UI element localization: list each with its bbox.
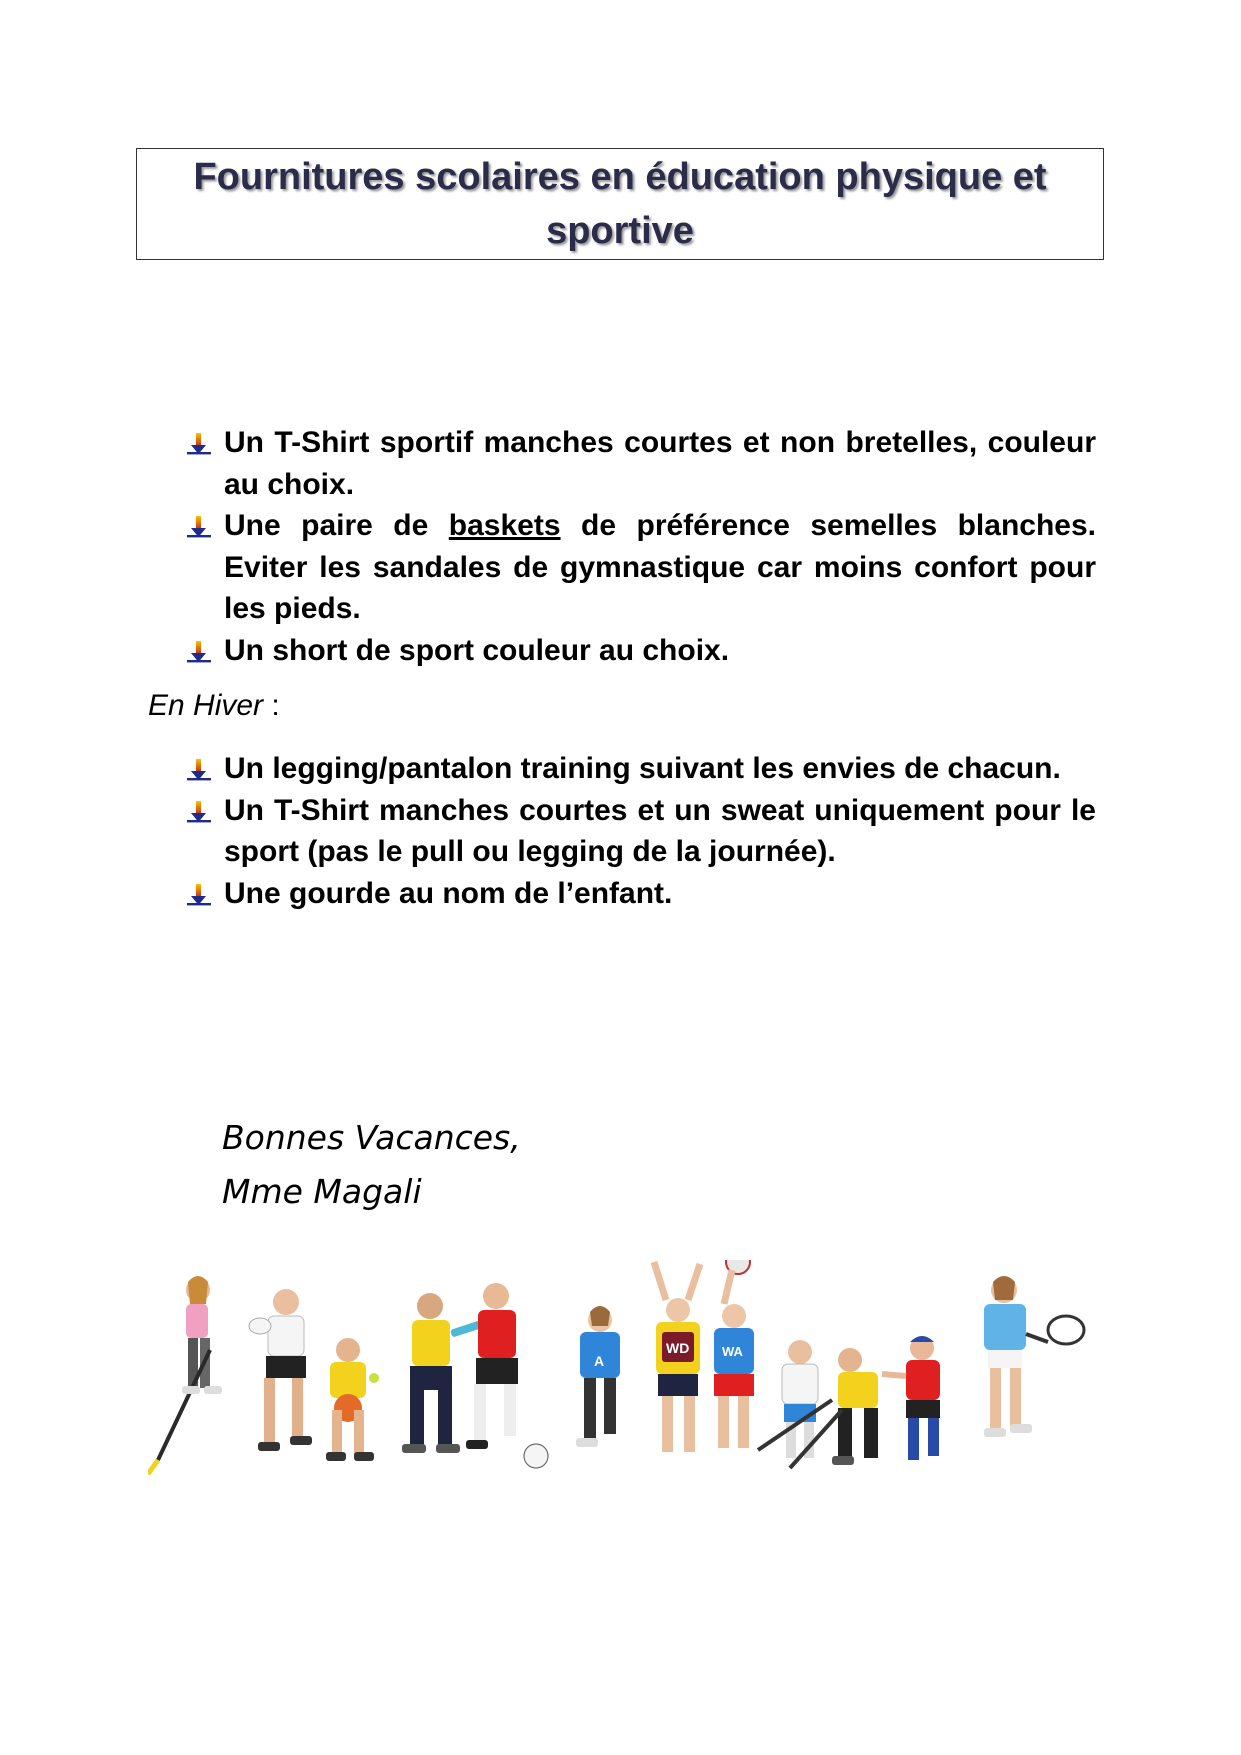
list-item-text: Une paire de baskets de préférence semelles blanches. Eviter les sandales de gymnastique car moins confort pour les pieds. <box>224 509 1096 625</box>
list-item <box>186 748 1096 790</box>
underlined-word: baskets <box>448 509 561 542</box>
winter-label: En Hiver <box>148 689 264 722</box>
closing-greeting: Bonnes Vacances, <box>222 1118 521 1157</box>
list-item <box>186 422 1096 505</box>
closing-signature: Mme Magali <box>222 1172 422 1211</box>
title-box <box>136 148 1104 260</box>
bullet-arrow-icon <box>186 758 212 782</box>
child-figure <box>984 1276 1084 1437</box>
bullet-arrow-icon <box>186 432 212 456</box>
children-sports-banner <box>148 1260 1094 1490</box>
child-figure <box>249 1289 312 1451</box>
child-figure <box>714 1260 754 1448</box>
child-figure <box>758 1340 832 1458</box>
jersey-letter: WA <box>722 1344 743 1359</box>
child-figure <box>326 1338 374 1461</box>
list-item-text: Un T-Shirt manches courtes et un sweat uniquement pour le sport (pas le pull ou legging de la journée). <box>224 793 1096 868</box>
bullet-arrow-icon <box>186 883 212 907</box>
list-item <box>186 790 1096 873</box>
list-item-text: Un legging/pantalon training suivant les envies de chacun. <box>224 752 1061 785</box>
winter-colon: : <box>263 689 280 722</box>
child-figure <box>576 1306 620 1447</box>
winter-supply-list <box>186 748 1096 914</box>
bullet-arrow-icon <box>186 640 212 664</box>
bullet-arrow-icon <box>186 515 212 539</box>
jersey-letter: A <box>594 1353 605 1369</box>
list-item <box>186 505 1096 630</box>
jersey-letter: WD <box>666 1340 690 1356</box>
list-item <box>186 630 1096 672</box>
page-title: Fournitures scolaires en éducation physique et sportive <box>193 156 1047 252</box>
list-item-text: Une gourde au nom de l’enfant. <box>224 876 673 910</box>
child-figure <box>466 1283 548 1468</box>
child-figure <box>148 1276 222 1474</box>
list-item <box>186 873 1096 915</box>
summer-supply-list <box>186 422 1096 671</box>
list-item-text: Un T-Shirt sportif manches courtes et non bretelles, couleur au choix. <box>224 426 1096 501</box>
child-figure <box>882 1336 940 1460</box>
child-figure <box>654 1262 700 1452</box>
bullet-arrow-icon <box>186 800 212 824</box>
winter-heading <box>148 686 280 726</box>
list-item-text: Un short de sport couleur au choix. <box>224 633 730 667</box>
